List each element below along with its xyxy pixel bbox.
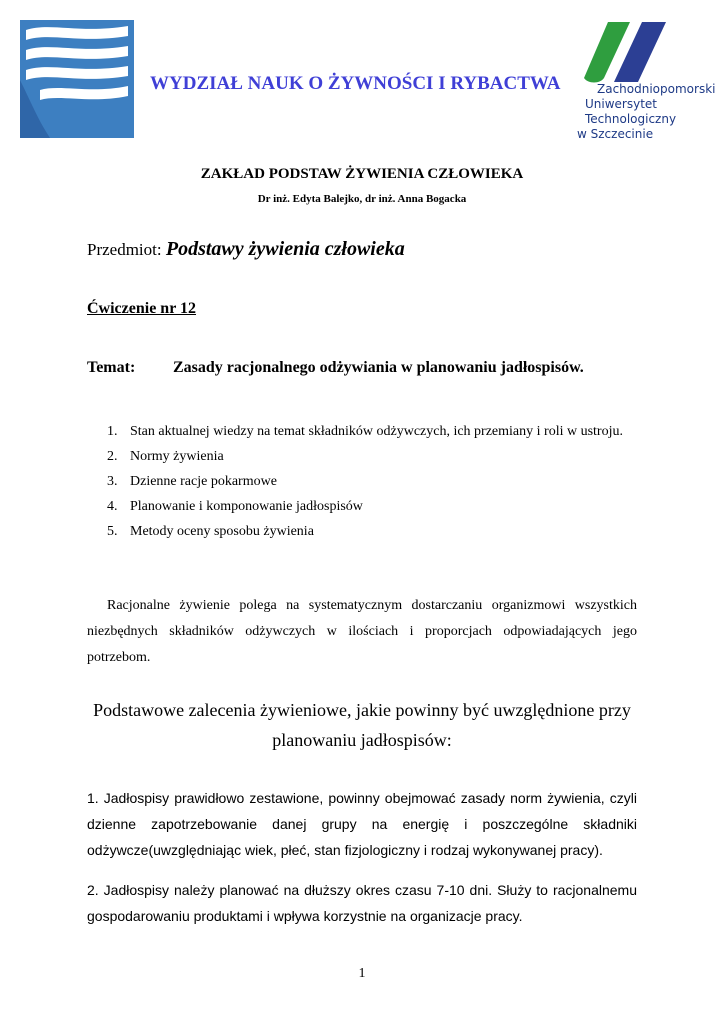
list-item-number: 3. <box>107 474 118 489</box>
list-item-text: Dzienne racje pokarmowe <box>130 474 277 489</box>
list-item <box>107 494 637 519</box>
list-item-number: 2. <box>107 449 118 464</box>
list-item <box>107 469 637 494</box>
university-line: Uniwersytet <box>585 97 657 111</box>
university-name <box>577 82 715 142</box>
subject-line <box>87 238 405 261</box>
subject-name: Podstawy żywienia człowieka <box>165 238 405 260</box>
list-item-text: Normy żywienia <box>130 449 224 464</box>
topic-label: Temat: <box>87 359 136 376</box>
list-item-number: 5. <box>107 524 118 539</box>
topic-list <box>107 419 637 544</box>
university-line: w Szczecinie <box>577 127 654 141</box>
list-item-text: Planowanie i komponowanie jadłospisów <box>130 499 363 514</box>
list-item-text: Metody oceny sposobu żywienia <box>130 524 314 539</box>
list-item <box>107 419 637 444</box>
subject-label: Przedmiot: <box>87 240 166 259</box>
faculty-name: WYDZIAŁ NAUK O ŻYWNOŚCI I RYBACTWA <box>150 73 561 94</box>
faculty-logo <box>20 20 134 138</box>
intro-paragraph: Racjonalne żywienie polega na systematycznym dostarczaniu organizmowi wszystkich niezbędnych składników odżywczych w ilościach i proporcjach odpowiadających jego potrzebom. <box>87 598 637 665</box>
list-item-number: 4. <box>107 499 118 514</box>
university-line: Technologiczny <box>585 112 677 126</box>
department-title: ZAKŁAD PODSTAW ŻYWIENIA CZŁOWIEKA <box>200 166 524 182</box>
authors: Dr inż. Edyta Balejko, dr inż. Anna Bogacka <box>257 193 467 205</box>
page-number: 1 <box>358 966 366 981</box>
rule-paragraph: 1. Jadłospisy prawidłowo zestawione, powinny obejmować zasady norm żywienia, czyli dzienne zapotrzebowanie danej grupy na energię i poszczególne składniki odżywcze(uwzględniając wiek, płeć, stan fizjologiczny i rodzaj wykonywanej pracy). <box>87 790 637 858</box>
list-item <box>107 519 637 544</box>
topic-text: Zasady racjonalnego odżywiania w planowaniu jadłospisów. <box>173 359 584 376</box>
section-heading-line: planowaniu jadłospisów: <box>272 730 452 750</box>
list-item-text: Stan aktualnej wiedzy na temat składników odżywczych, ich przemiany i roli w ustroju. <box>130 424 623 439</box>
list-item <box>107 444 637 469</box>
rule-paragraph: 2. Jadłospisy należy planować na dłuższy okres czasu 7-10 dni. Służy to racjonalnemu gospodarowaniu produktami i wpływa korzystnie na organizacje pracy. <box>87 882 637 924</box>
section-heading-line: Podstawowe zalecenia żywieniowe, jakie powinny być uwzględnione przy <box>93 700 631 720</box>
section-heading <box>87 695 637 755</box>
university-line: Zachodniopomorski <box>597 82 716 96</box>
list-item-number: 1. <box>107 424 118 439</box>
exercise-number: Ćwiczenie nr 12 <box>87 300 197 317</box>
